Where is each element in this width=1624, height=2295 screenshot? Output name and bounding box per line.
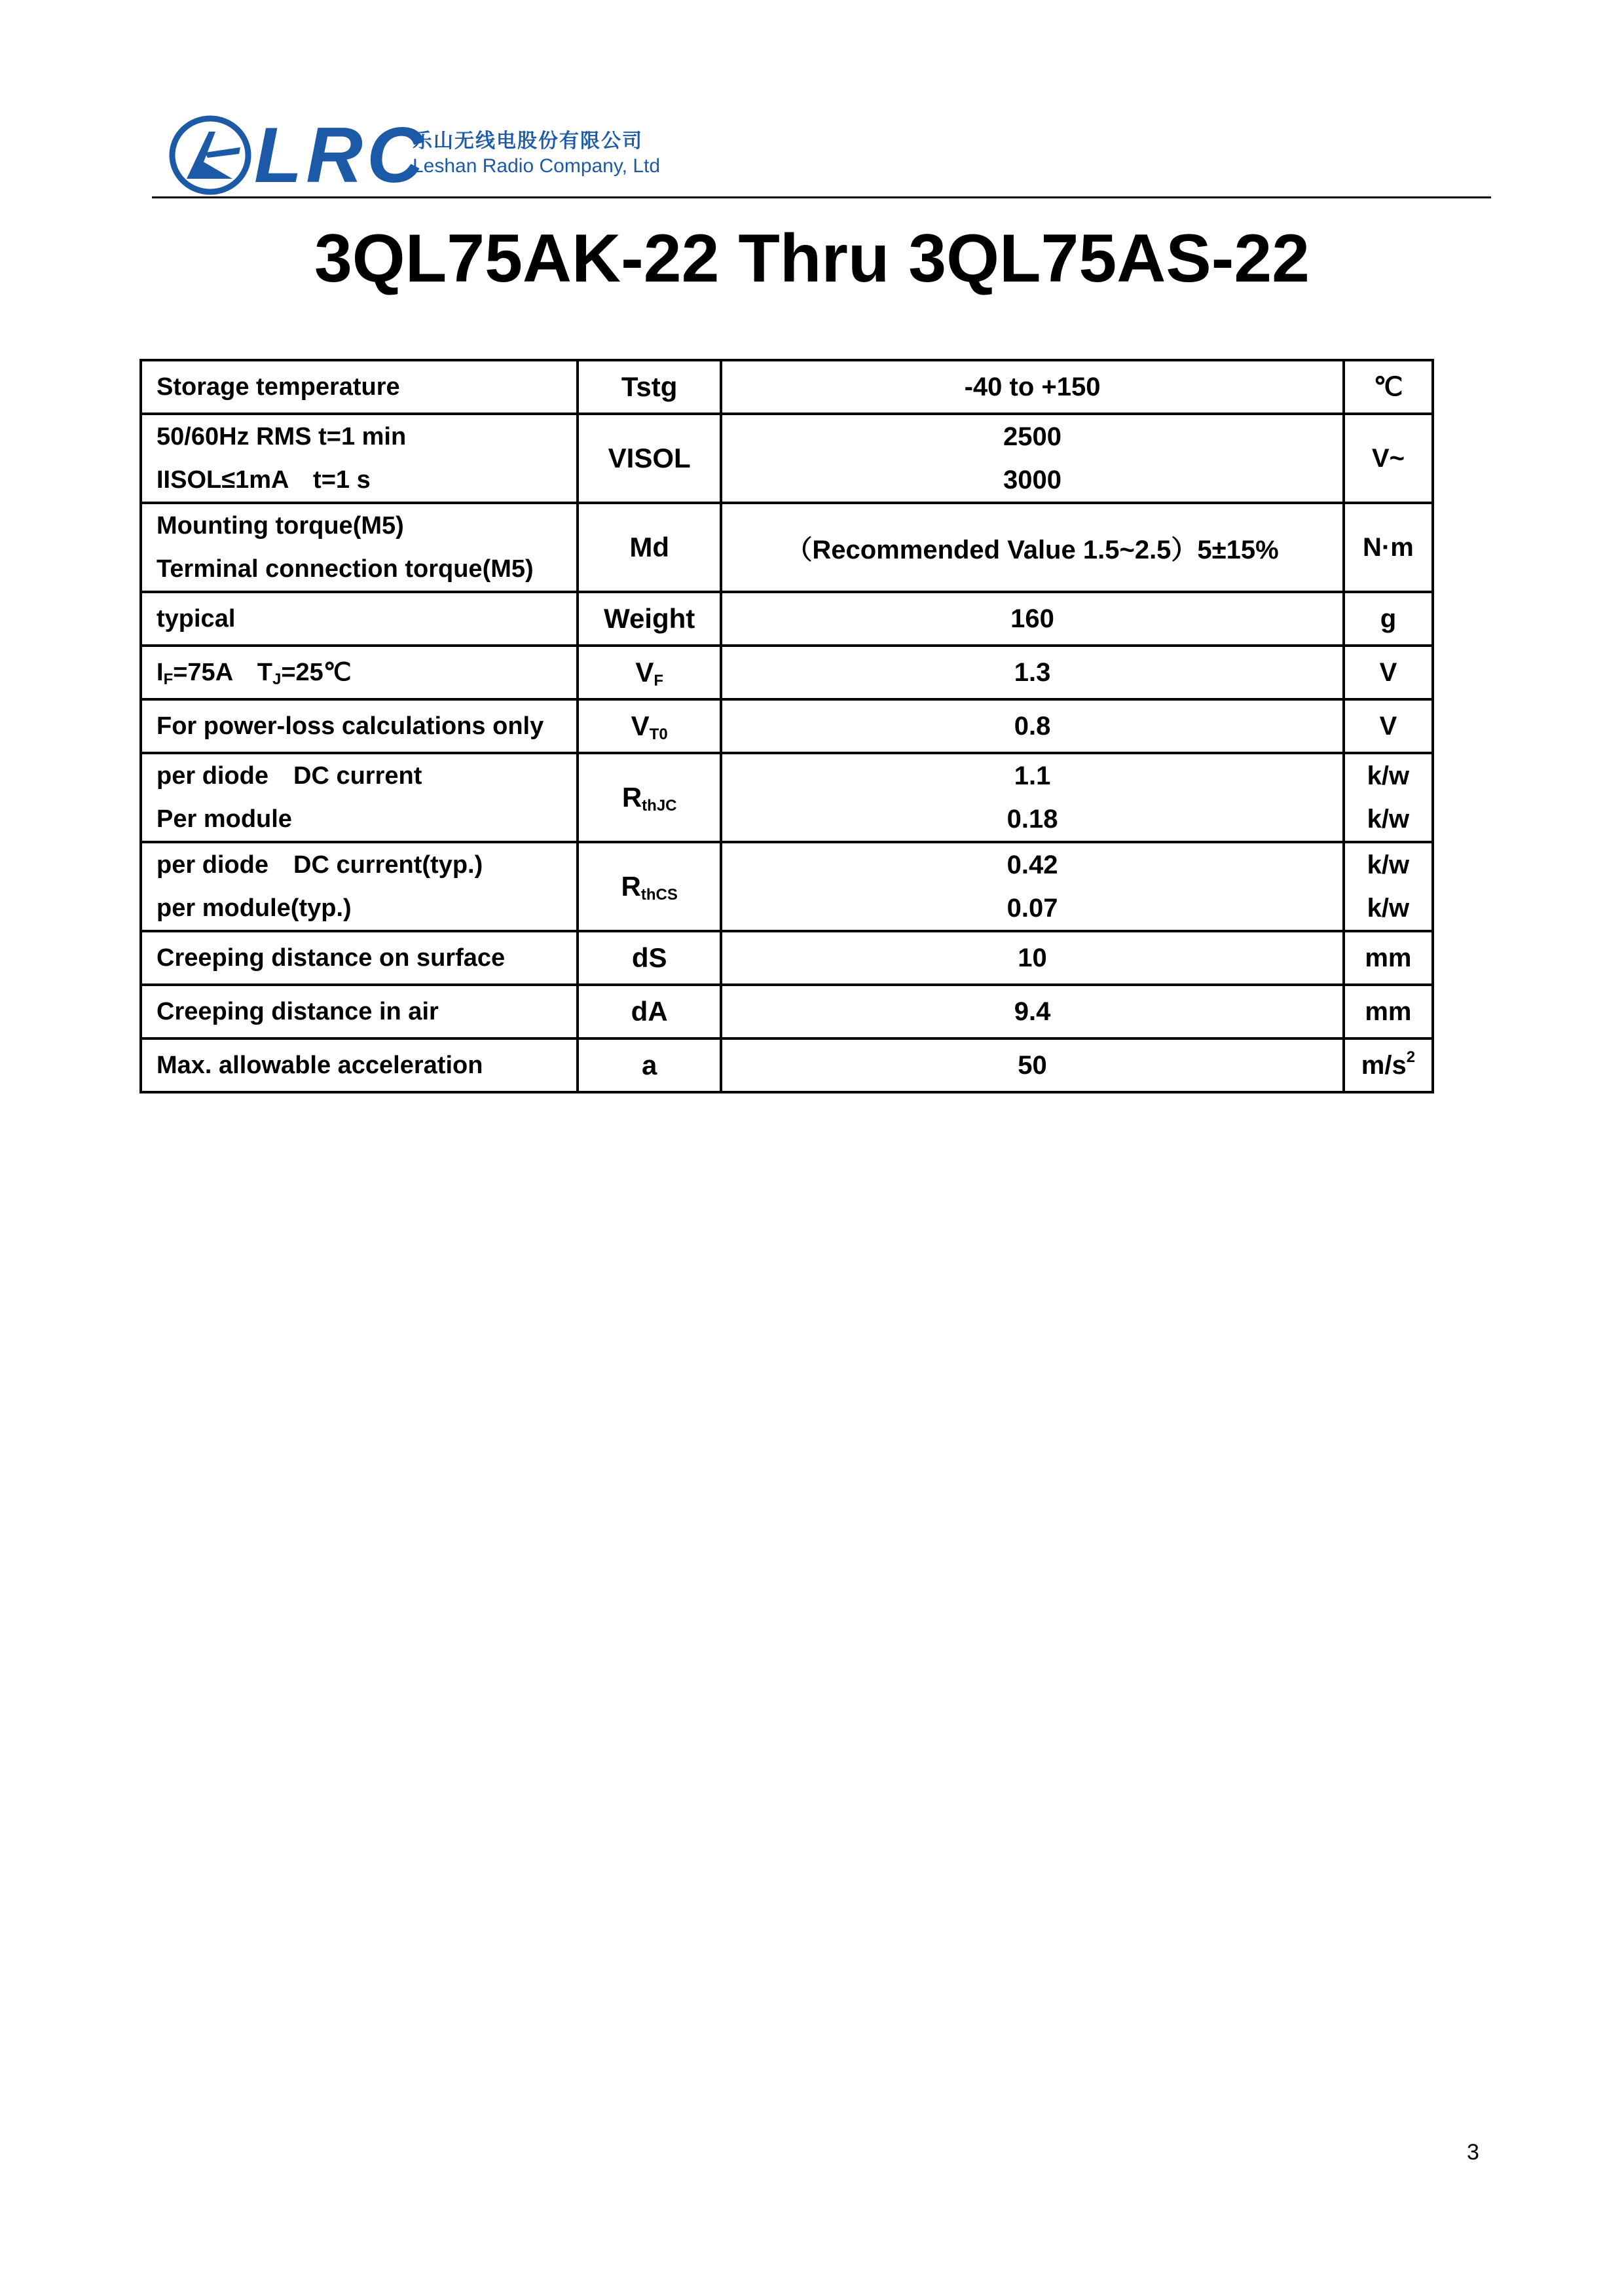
row-description: Storage temperature	[141, 360, 578, 414]
row-value: 0.8	[721, 699, 1344, 753]
row-value: （Recommended Value 1.5~2.5）5±15%	[721, 503, 1344, 592]
page-title: 3QL75AK-22 Thru 3QL75AS-22	[314, 221, 1310, 297]
row-value: -40 to +150	[721, 360, 1344, 414]
row-unit: k/w k/w	[1344, 753, 1433, 842]
row-unit: mm	[1344, 985, 1433, 1038]
company-name-english: Leshan Radio Company, Ltd	[413, 155, 661, 177]
row-value: 50	[721, 1038, 1344, 1092]
company-name	[413, 130, 660, 179]
row-unit: ℃	[1344, 360, 1433, 414]
row-description: For power-loss calculations only	[141, 699, 578, 753]
row-symbol: $R_{thCS}$	[578, 842, 721, 931]
row-description: 50/60Hz RMS t=1 min IISOL≤1mA t=1 s	[141, 414, 578, 503]
row-description: Creeping distance on surface	[141, 931, 578, 985]
row-unit: V	[1344, 646, 1433, 699]
row-description: Creeping distance in air	[141, 985, 578, 1038]
lrc-logo-icon	[167, 115, 255, 196]
table-row	[141, 414, 1433, 503]
table-row	[141, 592, 1433, 646]
row-unit: k/w k/w	[1344, 842, 1433, 931]
row-symbol: $V_{T0}$	[578, 699, 721, 753]
row-description: Mounting torque(M5) Terminal connection torque(M5)	[141, 503, 578, 592]
table-row	[141, 931, 1433, 985]
row-symbol: $R_{thJC}$	[578, 753, 721, 842]
specifications-table	[139, 359, 1434, 1093]
row-symbol: dS	[578, 931, 721, 985]
row-description: $I_F=75A$ $T_J=25℃$	[141, 646, 578, 699]
table-row	[141, 985, 1433, 1038]
row-value: 2500 3000	[721, 414, 1344, 503]
table-row	[141, 699, 1433, 753]
row-value: 0.42 0.07	[721, 842, 1344, 931]
row-value: 10	[721, 931, 1344, 985]
table-row	[141, 753, 1433, 842]
table-row	[141, 1038, 1433, 1092]
row-description: per diode DC current Per module	[141, 753, 578, 842]
row-value: 1.3	[721, 646, 1344, 699]
row-description: per diode DC current(typ.) per module(typ.)	[141, 842, 578, 931]
company-name-chinese: 乐山无线电股份有限公司	[413, 130, 643, 153]
logo-text: LRC	[254, 111, 428, 199]
table-row	[141, 360, 1433, 414]
table-row	[141, 646, 1433, 699]
row-symbol: dA	[578, 985, 721, 1038]
row-unit: V~	[1344, 414, 1433, 503]
row-symbol: VISOL	[578, 414, 721, 503]
row-symbol: Md	[578, 503, 721, 592]
row-description: typical	[141, 592, 578, 646]
row-unit: $m/s^2$	[1344, 1038, 1433, 1092]
row-symbol: a	[578, 1038, 721, 1092]
page-number: 3	[1467, 2140, 1479, 2165]
row-symbol: Weight	[578, 592, 721, 646]
row-description: Max. allowable acceleration	[141, 1038, 578, 1092]
row-value: 160	[721, 592, 1344, 646]
row-symbol: $V_F$	[578, 646, 721, 699]
row-unit: N·m	[1344, 503, 1433, 592]
row-unit: mm	[1344, 931, 1433, 985]
table-row	[141, 503, 1433, 592]
row-unit: V	[1344, 699, 1433, 753]
header-divider	[152, 196, 1491, 198]
company-header	[151, 111, 825, 200]
table-row	[141, 842, 1433, 931]
row-symbol: Tstg	[578, 360, 721, 414]
row-value: 9.4	[721, 985, 1344, 1038]
row-unit: g	[1344, 592, 1433, 646]
row-value: 1.1 0.18	[721, 753, 1344, 842]
